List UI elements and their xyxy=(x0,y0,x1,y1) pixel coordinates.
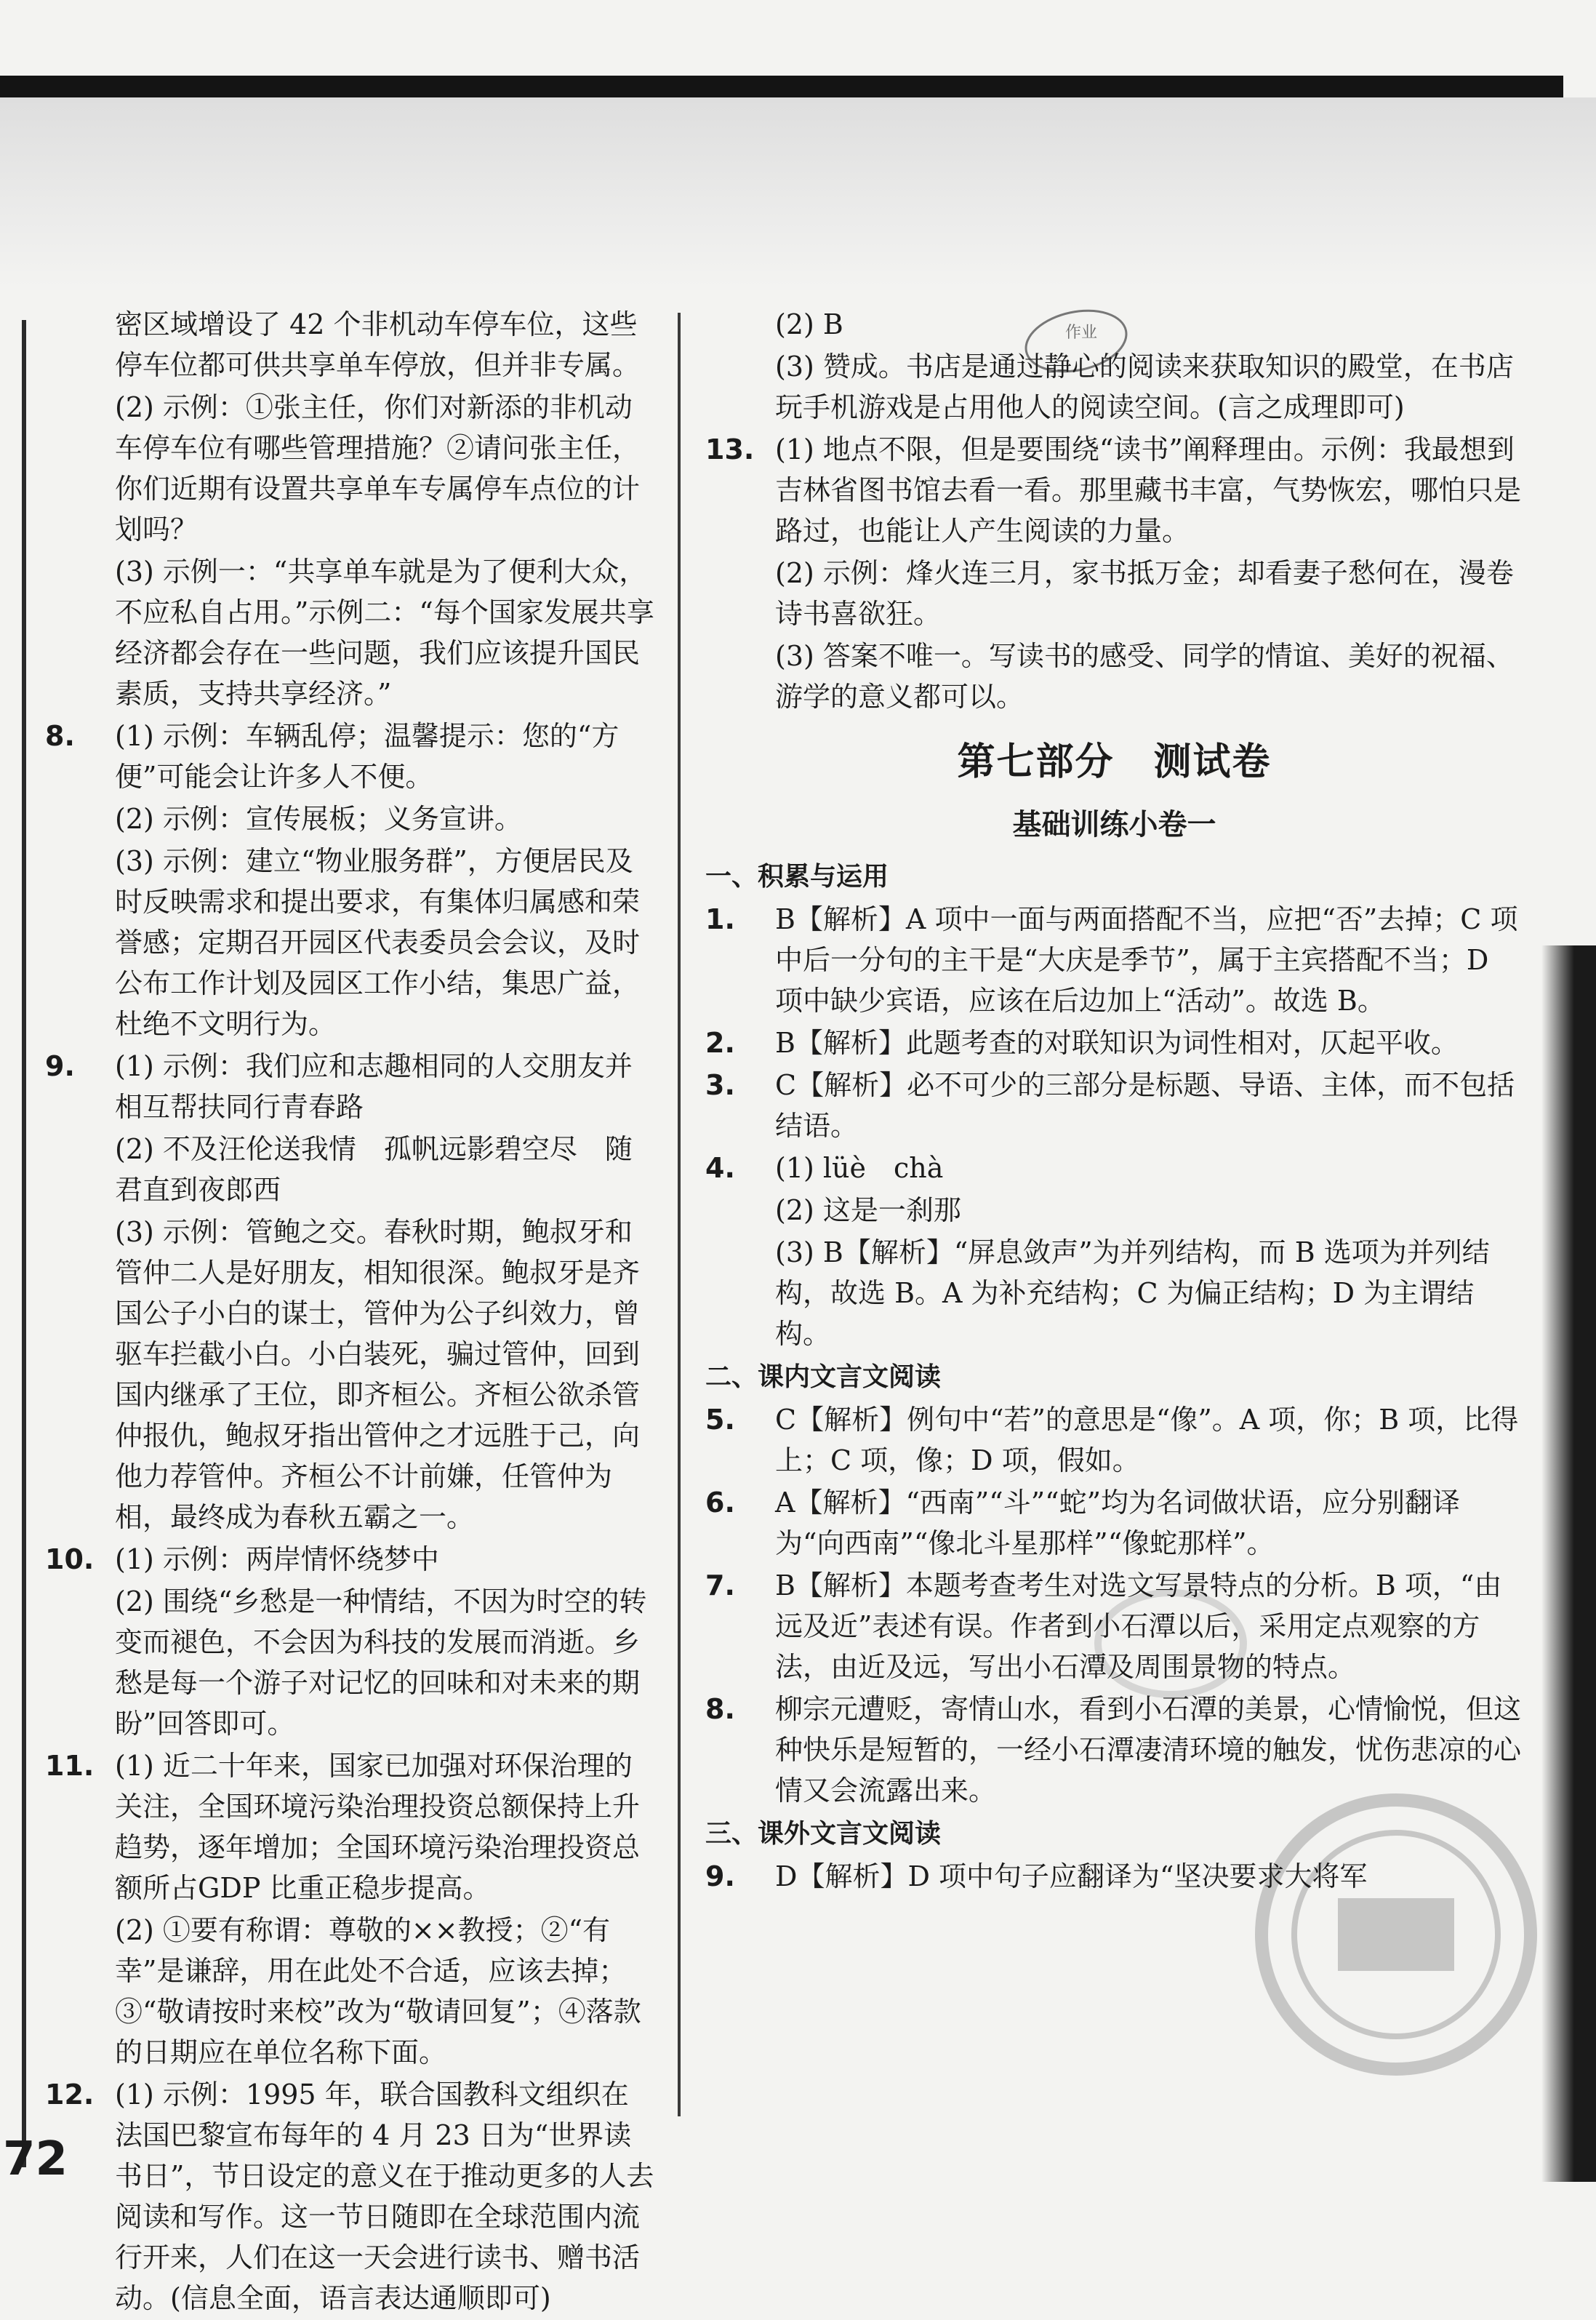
binding-shadow xyxy=(1541,945,1596,2182)
left-margin-rule xyxy=(22,320,26,2167)
answer-item xyxy=(45,1046,656,1537)
answer-item xyxy=(705,1023,1523,1063)
answer-item xyxy=(45,304,656,714)
answer-number: 8. xyxy=(45,720,75,752)
answer-text: (2) ①要有称谓：尊敬的××教授；②“有幸”是谦辞，用在此处不合适，应该去掉；③“敬请按时来校”改为“敬请回复”；④落款的日期应在单位名称下面。 xyxy=(115,1914,641,2068)
answer-text: (3) B【解析】“屏息敛声”为并列结构，而 B 选项为并列结构，故选 B。A 为补充结构；C 为偏正结构；D 为主谓结构。 xyxy=(775,1236,1490,1350)
scan-shadow-band xyxy=(0,97,1596,287)
answer-text: (3) 答案不唯一。写读书的感受、同学的情谊、美好的祝福、游学的意义都可以。 xyxy=(775,640,1514,713)
answer-text: B【解析】A 项中一面与两面搭配不当，应把“否”去掉；C 项中后一分句的主干是“大庆是季节”，属于主宾搭配不当；D 项中缺少宾语，应该在后边加上“活动”。故选 B。 xyxy=(775,903,1518,1017)
answer-item xyxy=(45,2074,656,2319)
answer-number: 12. xyxy=(45,2079,95,2111)
answer-number: 1. xyxy=(705,903,735,935)
answer-text: (2) B xyxy=(775,308,843,340)
column-divider xyxy=(678,313,681,2116)
left-column xyxy=(45,304,656,2320)
answer-text: C【解析】必不可少的三部分是标题、导语、主体，而不包括结语。 xyxy=(775,1069,1515,1142)
answer-text: (2) 示例：宣传展板；义务宣讲。 xyxy=(115,803,522,835)
answer-item xyxy=(705,1065,1523,1146)
answer-text: (2) 示例：①张主任，你们对新添的非机动车停车位有哪些管理措施？②请问张主任，你们近期有设置共享单车专属停车点位的计划吗？ xyxy=(115,391,641,545)
part-items xyxy=(705,1856,1523,1897)
answer-text: (3) 示例一：“共享单车就是为了便利大众，不应私自占用。”示例二：“每个国家发展共享经济都会存在一些问题，我们应该提升国民素质，支持共享经济。” xyxy=(115,556,654,710)
answer-text: (2) 不及汪伦送我情 孤帆远影碧空尽 随君直到夜郎西 xyxy=(115,1133,633,1206)
part-heading: 二、课内文言文阅读 xyxy=(705,1362,942,1392)
answer-text: (1) 示例：我们应和志趣相同的人交朋友并相互帮扶同行青春路 xyxy=(115,1050,633,1123)
stamp-text: 作业 xyxy=(1065,324,1098,342)
answer-item xyxy=(705,1148,1523,1354)
answer-item xyxy=(705,1856,1523,1897)
answer-text: (3) 示例：管鲍之交。春秋时期，鲍叔牙和管仲二人是好朋友，相知很深。鲍叔牙是齐国公子小白的谋士，管仲为公子纠效力，曾驱车拦截小白。小白装死，骗过管仲，回到国内继承了王位，即齐桓公。齐桓公欲杀管仲报仇，鲍叔牙指出管仲之才远胜于己，向他力荐管仲。齐桓公不计前嫌，任管仲为相，最终成为春秋五霸之一。 xyxy=(115,1216,641,1533)
answer-number: 7. xyxy=(705,1569,735,1601)
answer-text: B【解析】本题考查考生对选文写景特点的分析。B 项，“由远及近”表述有误。作者到小石潭以后，采用定点观察的方法，由近及远，写出小石潭及周围景物的特点。 xyxy=(775,1569,1502,1683)
sub-title: 基础训练小卷一 xyxy=(1012,808,1216,841)
part-items xyxy=(705,1399,1523,1811)
answer-number: 3. xyxy=(705,1069,735,1101)
part-items xyxy=(705,899,1523,1354)
answer-item xyxy=(45,716,656,1044)
answer-item xyxy=(705,429,1523,717)
answer-number: 11. xyxy=(45,1750,95,1782)
part-heading: 一、积累与运用 xyxy=(705,862,889,892)
answer-number: 9. xyxy=(705,1860,735,1892)
page-top-bar xyxy=(0,76,1563,97)
answer-text: 密区域增设了 42 个非机动车停车位，这些停车位都可供共享单车停放，但并非专属。 xyxy=(115,308,641,381)
answer-number: 2. xyxy=(705,1027,735,1059)
answer-number: 13. xyxy=(705,433,755,465)
answer-text: (1) 近二十年来，国家已加强对环保治理的关注，全国环境污染治理投资总额保持上升趋势，逐年增加；全国环境污染治理投资总额所占GDP 比重正稳步提高。 xyxy=(115,1750,641,1904)
answer-text: (2) 示例：烽火连三月，家书抵万金；却看妻子愁何在，漫卷诗书喜欲狂。 xyxy=(775,557,1514,630)
answer-item xyxy=(705,304,1523,428)
right-column xyxy=(705,304,1523,1898)
answer-text: B【解析】此题考查的对联知识为词性相对，仄起平收。 xyxy=(775,1027,1459,1059)
answer-text: (1) 地点不限，但是要围绕“读书”阐释理由。示例：我最想到吉林省图书馆去看一看。那里藏书丰富，气势恢宏，哪怕只是路过，也能让人产生阅读的力量。 xyxy=(775,433,1522,547)
section-title: 第七部分 测试卷 xyxy=(957,740,1272,784)
answer-text: (1) 示例：车辆乱停；温馨提示：您的“方便”可能会让许多人不便。 xyxy=(115,720,619,793)
answer-number: 4. xyxy=(705,1152,735,1184)
answer-item xyxy=(45,1539,656,1744)
answer-item xyxy=(705,1482,1523,1564)
part-heading: 三、课外文言文阅读 xyxy=(705,1819,942,1849)
answer-text: C【解析】例句中“若”的意思是“像”。A 项，你；B 项，比得上；C 项，像；D 项，假如。 xyxy=(775,1404,1519,1476)
page-number: 72 xyxy=(3,2132,68,2186)
answer-item xyxy=(705,1565,1523,1687)
answer-text: (3) 赞成。书店是通过静心的阅读来获取知识的殿堂，在书店玩手机游戏是占用他人的阅读空间。(言之成理即可) xyxy=(775,351,1514,423)
answer-number: 10. xyxy=(45,1543,95,1575)
answer-number: 9. xyxy=(45,1050,75,1082)
answer-number: 6. xyxy=(705,1487,735,1519)
answer-text: (1) 示例：1995 年，联合国教科文组织在法国巴黎宣布每年的 4 月 23 日为“世界读书日”，节日设定的意义在于推动更多的人去阅读和写作。这一节日随即在全球范围内流行开来，人们在这一天会进行读书、赠书活动。(信息全面，语言表达通顺即可) xyxy=(115,2079,654,2314)
answer-text: (3) 示例：建立“物业服务群”，方便居民及时反映需求和提出要求，有集体归属感和荣誉感；定期召开园区代表委员会会议，及时公布工作计划及园区工作小结，集思广益，杜绝不文明行为。 xyxy=(115,845,641,1040)
answer-number: 5. xyxy=(705,1404,735,1436)
answer-text: (1) 示例：两岸情怀绕梦中 xyxy=(115,1543,439,1575)
answer-item xyxy=(705,1689,1523,1811)
answer-text: (1) lüè chà xyxy=(775,1152,944,1184)
answer-text: D【解析】D 项中句子应翻译为“坚决要求大将军 xyxy=(775,1860,1368,1892)
answer-text: A【解析】“西南”“斗”“蛇”均为名词做状语，应分别翻译为“向西南”“像北斗星那样”“像蛇那样”。 xyxy=(775,1487,1461,1559)
answer-item xyxy=(705,899,1523,1021)
answer-text: (2) 围绕“乡愁是一种情结，不因为时空的转变而褪色，不会因为科技的发展而消逝。乡愁是每一个游子对记忆的回味和对未来的期盼”回答即可。 xyxy=(115,1585,647,1740)
answer-text: 柳宗元遭贬，寄情山水，看到小石潭的美景，心情愉悦，但这种快乐是短暂的，一经小石潭凄清环境的触发，忧伤悲凉的心情又会流露出来。 xyxy=(775,1693,1522,1807)
answer-text: (2) 这是一刹那 xyxy=(775,1194,961,1226)
answer-item xyxy=(705,1399,1523,1481)
answer-number: 8. xyxy=(705,1693,735,1725)
answer-item xyxy=(45,1745,656,2073)
